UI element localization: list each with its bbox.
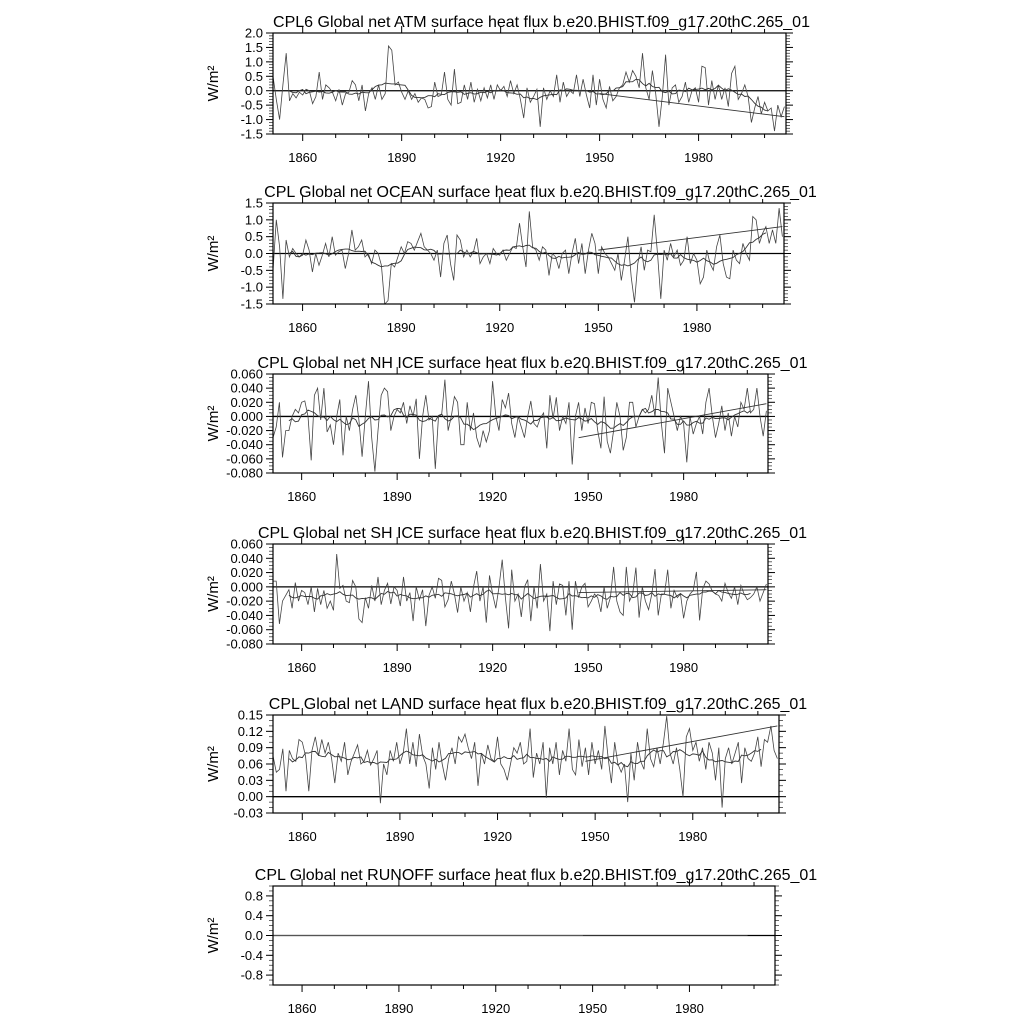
y-tick-label: 0.5 [244, 68, 263, 84]
y-axis-label: W/m² [205, 65, 222, 102]
y-tick-label: 0.0 [244, 928, 263, 943]
x-tick-label: 1980 [684, 150, 714, 165]
x-tick-label: 1980 [669, 489, 699, 504]
y-tick-label: 1.0 [244, 212, 263, 228]
y-tick-label: 0.040 [230, 550, 263, 566]
plot-frame [273, 715, 779, 813]
trend-line [585, 726, 777, 761]
y-tick-label: -0.03 [233, 805, 263, 821]
x-tick-label: 1860 [287, 1001, 317, 1016]
y-tick-label: -0.040 [226, 437, 263, 453]
panel-title: CPL Global net NH ICE surface heat flux b.e20.BHIST.f09_g17.20thC.265_01 [257, 355, 808, 372]
y-tick-label: 0.0 [244, 246, 263, 261]
plot-area [273, 716, 779, 808]
plot-frame [273, 544, 768, 644]
y-tick-label: -0.020 [226, 593, 263, 609]
y-tick-label: 0.12 [237, 723, 263, 739]
x-tick-label: 1890 [382, 489, 412, 504]
y-tick-label: 0.000 [230, 408, 263, 424]
panel-title: CPL Global net SH ICE surface heat flux b.e20.BHIST.f09_g17.20thC.265_01 [257, 525, 808, 542]
panel-title: CPL Global net LAND surface heat flux b.e20.BHIST.f09_g17.20thC.265_01 [268, 696, 808, 713]
y-tick-label: -0.4 [240, 947, 263, 963]
y-tick-label: -1.0 [240, 279, 263, 295]
x-tick-label: 1860 [288, 320, 318, 335]
x-tick-label: 1890 [384, 1001, 414, 1016]
x-tick-label: 1860 [287, 489, 317, 504]
x-tick-label: 1950 [580, 829, 610, 844]
y-tick-label: 0.020 [230, 565, 263, 581]
y-axis-label: W/m² [205, 235, 222, 272]
y-tick-label: 1.5 [244, 39, 263, 55]
panel-title: CPL6 Global net ATM surface heat flux b.e20.BHIST.f09_g17.20thC.265_01 [273, 14, 810, 31]
y-tick-label: -0.5 [240, 262, 263, 278]
x-tick-label: 1980 [669, 660, 699, 675]
x-tick-label: 1980 [678, 829, 708, 844]
x-tick-label: 1920 [485, 320, 515, 335]
panel-2 [205, 184, 817, 335]
x-tick-label: 1950 [573, 660, 603, 675]
x-tick-label: 1980 [674, 1001, 704, 1016]
x-tick-label: 1890 [382, 660, 412, 675]
x-tick-label: 1920 [478, 489, 508, 504]
panel-5 [205, 696, 807, 844]
y-axis-label: W/m² [205, 576, 222, 612]
trend-line [579, 590, 767, 593]
y-tick-label: 0.03 [237, 772, 263, 788]
y-tick-label: 0.09 [237, 740, 263, 756]
y-tick-label: -0.060 [226, 451, 263, 467]
y-tick-label: -0.080 [226, 465, 263, 481]
y-tick-label: -0.8 [240, 967, 263, 983]
y-tick-label: -0.080 [226, 636, 263, 652]
x-tick-label: 1950 [578, 1001, 608, 1016]
panel-title: CPL Global net RUNOFF surface heat flux b.e20.BHIST.f09_g17.20thC.265_01 [254, 867, 818, 884]
plot-area [273, 554, 768, 631]
y-tick-label: -0.5 [240, 97, 263, 113]
x-tick-label: 1920 [483, 829, 512, 844]
panel-4 [205, 525, 807, 675]
y-tick-label: 0.5 [244, 229, 263, 245]
plot-area [273, 378, 768, 472]
y-tick-label: 0.15 [237, 707, 263, 723]
y-tick-label: 0.00 [237, 789, 263, 805]
x-tick-label: 1860 [287, 829, 317, 844]
x-tick-label: 1950 [585, 150, 615, 165]
y-tick-label: 0.0 [244, 83, 263, 99]
x-tick-label: 1860 [288, 150, 318, 165]
panel-3 [205, 355, 808, 504]
y-tick-label: 1.0 [244, 54, 263, 70]
y-tick-label: 0.060 [230, 536, 263, 552]
plot-area [273, 208, 784, 304]
x-tick-label: 1920 [481, 1001, 511, 1016]
trend-line [598, 227, 782, 251]
x-tick-label: 1920 [478, 660, 508, 675]
y-axis-label: W/m² [205, 917, 222, 954]
y-tick-label: -0.040 [226, 607, 263, 623]
y-tick-label: 0.8 [244, 888, 263, 904]
y-tick-label: 0.4 [244, 908, 263, 924]
x-tick-label: 1980 [682, 320, 712, 335]
annual-series-line [273, 554, 766, 631]
y-tick-label: -0.060 [226, 622, 263, 638]
y-tick-label: 1.5 [244, 195, 263, 211]
x-tick-label: 1890 [385, 829, 415, 844]
x-tick-label: 1860 [287, 660, 317, 675]
y-axis-label: W/m² [205, 405, 222, 442]
panel-6 [205, 867, 817, 1016]
y-tick-label: 0.020 [230, 394, 263, 410]
y-tick-label: 0.060 [230, 366, 263, 382]
panel-title: CPL Global net OCEAN surface heat flux b.e20.BHIST.f09_g17.20thC.265_01 [264, 184, 817, 201]
y-tick-label: 0.000 [230, 579, 263, 595]
x-tick-label: 1890 [386, 320, 416, 335]
plot-area [273, 46, 786, 131]
x-tick-label: 1920 [486, 150, 516, 165]
x-tick-label: 1950 [583, 320, 613, 335]
y-tick-label: -1.5 [240, 296, 263, 312]
plot-frame [273, 33, 786, 134]
y-tick-label: 0.06 [237, 756, 263, 772]
y-axis-label: W/m² [205, 746, 222, 782]
y-tick-label: -1.5 [240, 126, 263, 142]
panel-1 [205, 14, 810, 165]
y-tick-label: 0.040 [230, 380, 263, 396]
y-tick-label: 2.0 [244, 25, 263, 41]
y-tick-label: -0.020 [226, 423, 263, 439]
annual-series-line [273, 716, 777, 808]
x-tick-label: 1890 [387, 150, 417, 165]
x-tick-label: 1950 [573, 489, 603, 504]
y-tick-label: -1.0 [240, 112, 263, 128]
annual-series-line [273, 208, 782, 304]
